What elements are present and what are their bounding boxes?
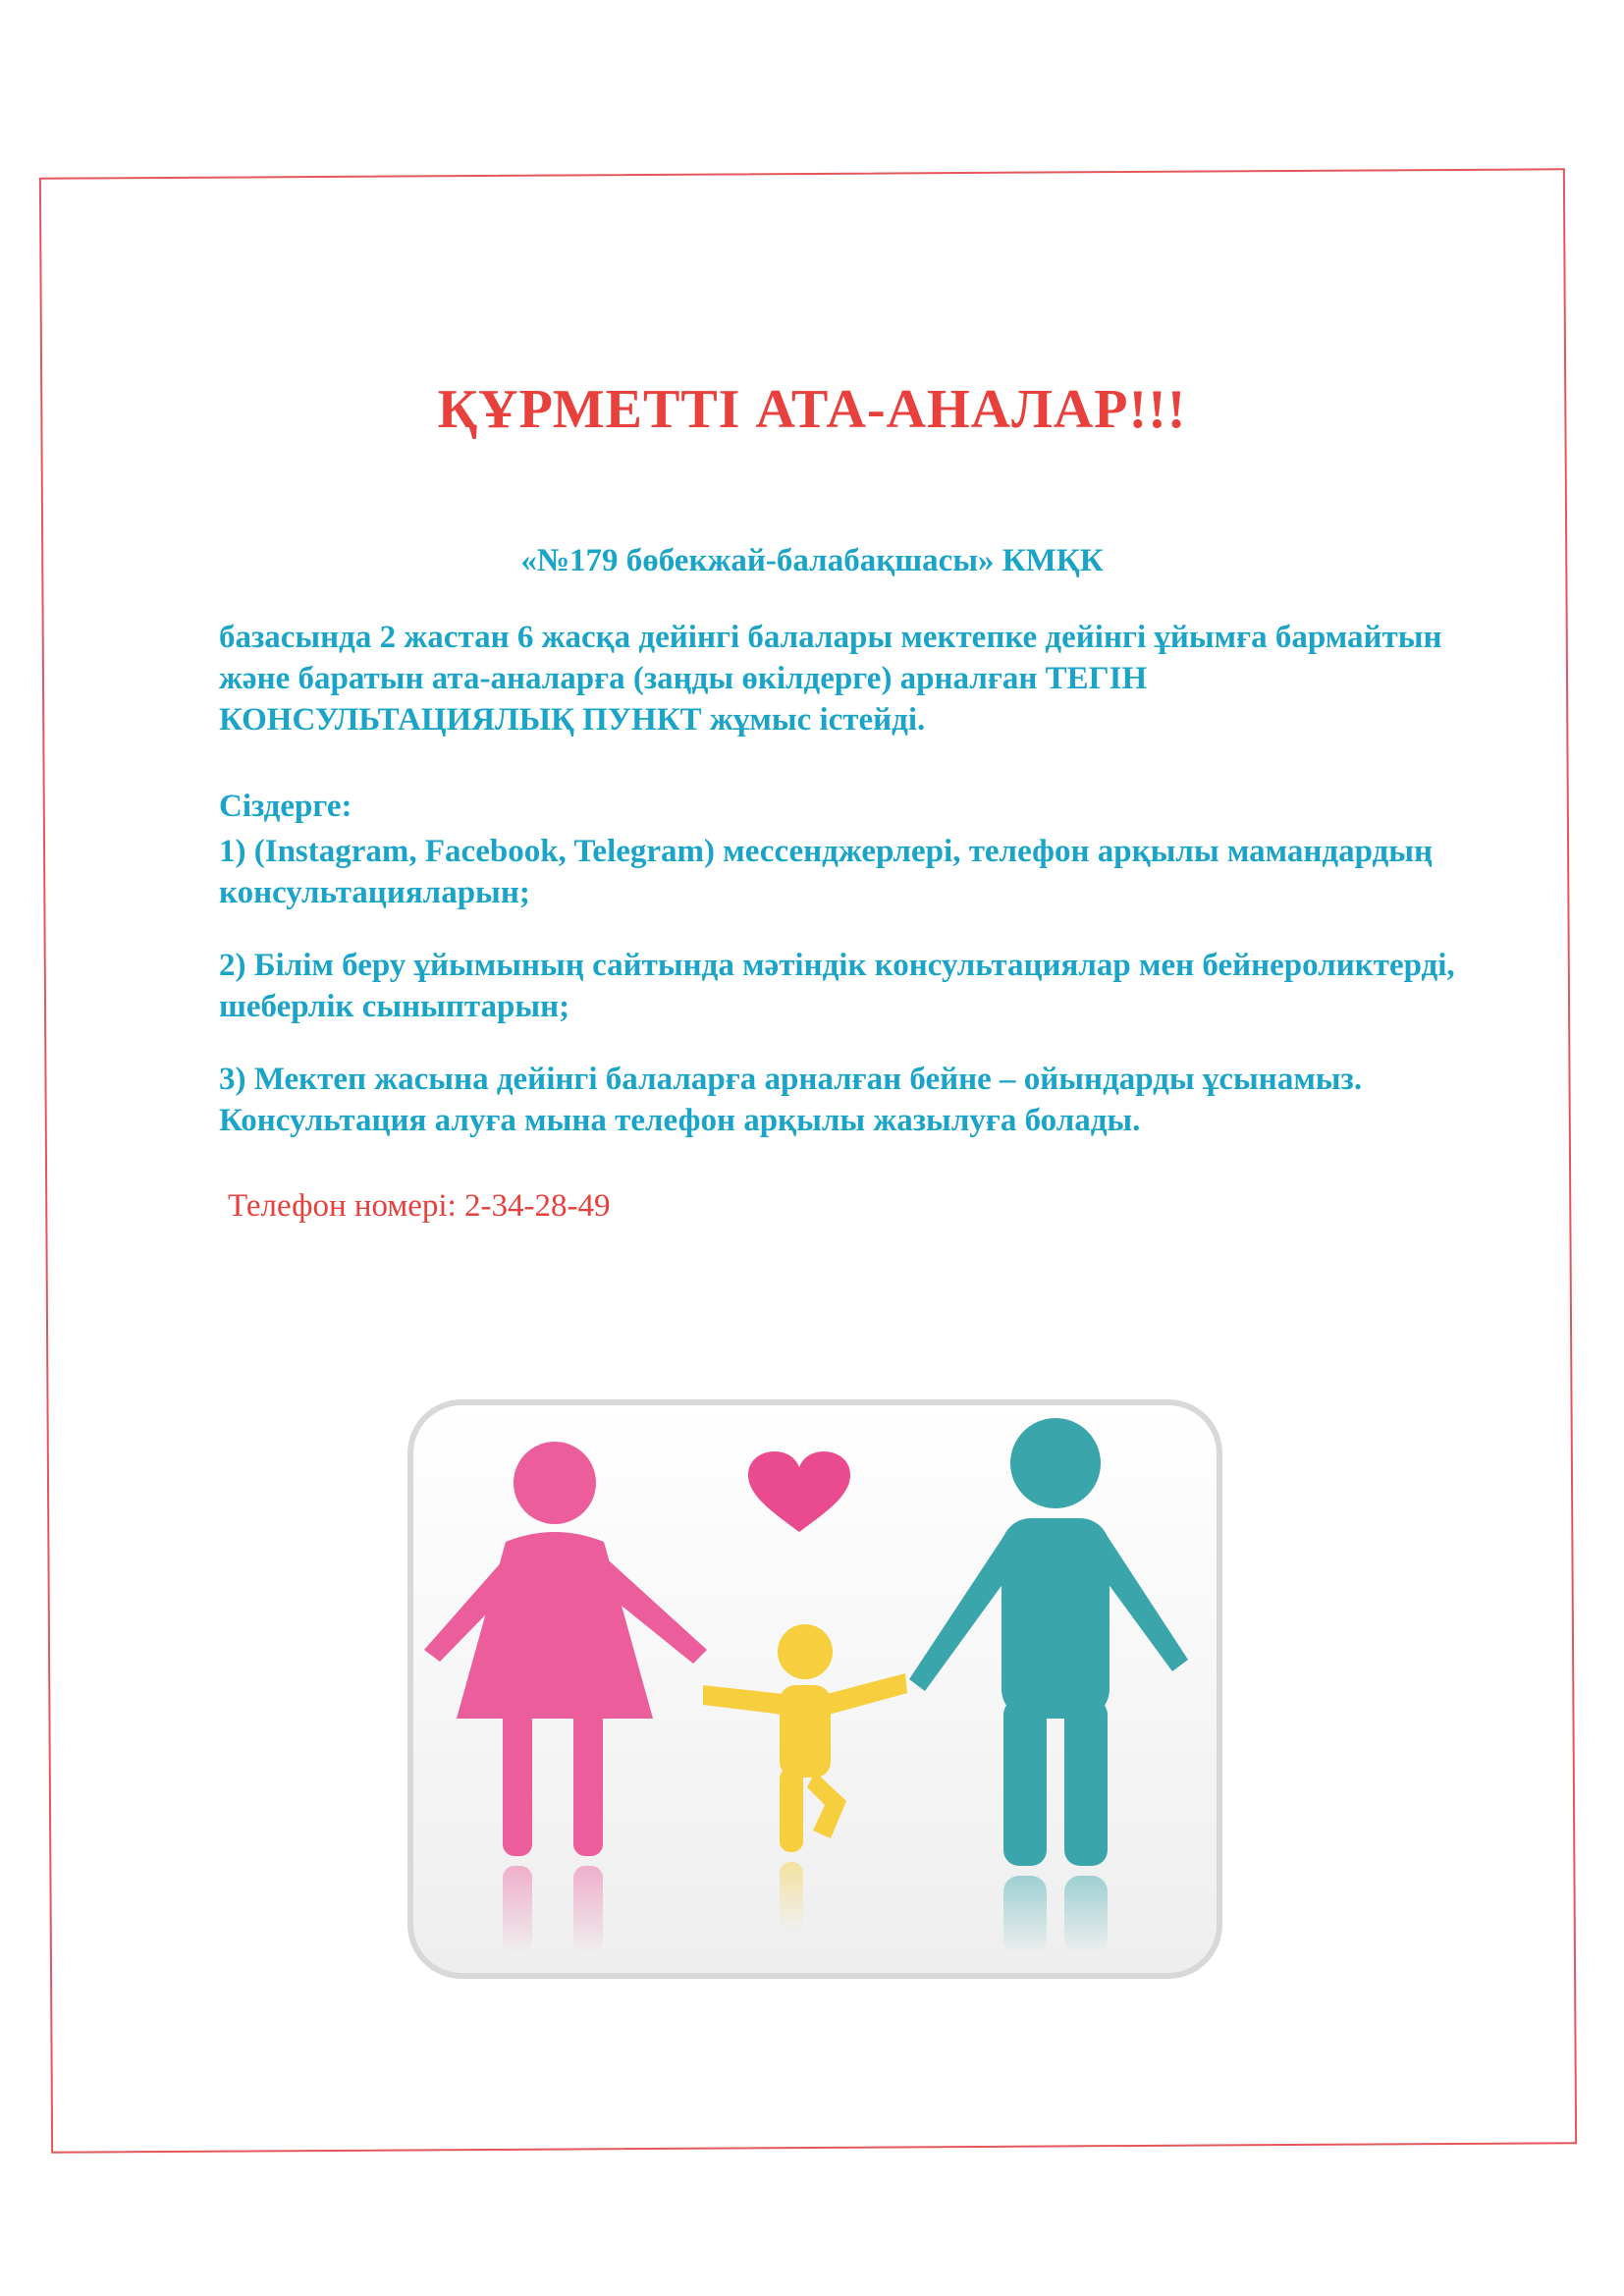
offer-heading: Сіздерге: bbox=[219, 789, 352, 824]
organization-name: «№179 бөбекжай-балабақшасы» КМҚК bbox=[520, 543, 1104, 578]
offer-item-1: 1) (Instagram, Facebook, Telegram) мессенджерлері, телефон арқылы мамандардың консультацияларын; bbox=[219, 834, 1433, 910]
family-icon bbox=[403, 1394, 1227, 1984]
offer-item-2: 2) Білім беру ұйымының сайтында мәтіндік консультациялар мен бейнероликтерді, шеберлік сыныптарын; bbox=[219, 948, 1455, 1024]
page-title: ҚҰРМЕТТІ АТА-АНАЛАР!!! bbox=[437, 379, 1187, 440]
phone-number: Телефон номері: 2-34-28-49 bbox=[228, 1188, 611, 1224]
intro-paragraph: базасында 2 жастан 6 жасқа дейінгі балалары мектепке дейінгі ұйымға бармайтын және баратын ата-аналарға (заңды өкілдерге) арналған ТЕГІН КОНСУЛЬТАЦИЯЛЫҚ ПУНКТ жұмыс істейді. bbox=[219, 620, 1442, 738]
offer-item-3: 3) Мектеп жасына дейінгі балаларға арналған бейне – ойындарды ұсынамыз. Консультация алуға мына телефон арқылы жазылуға болады. bbox=[219, 1062, 1363, 1138]
